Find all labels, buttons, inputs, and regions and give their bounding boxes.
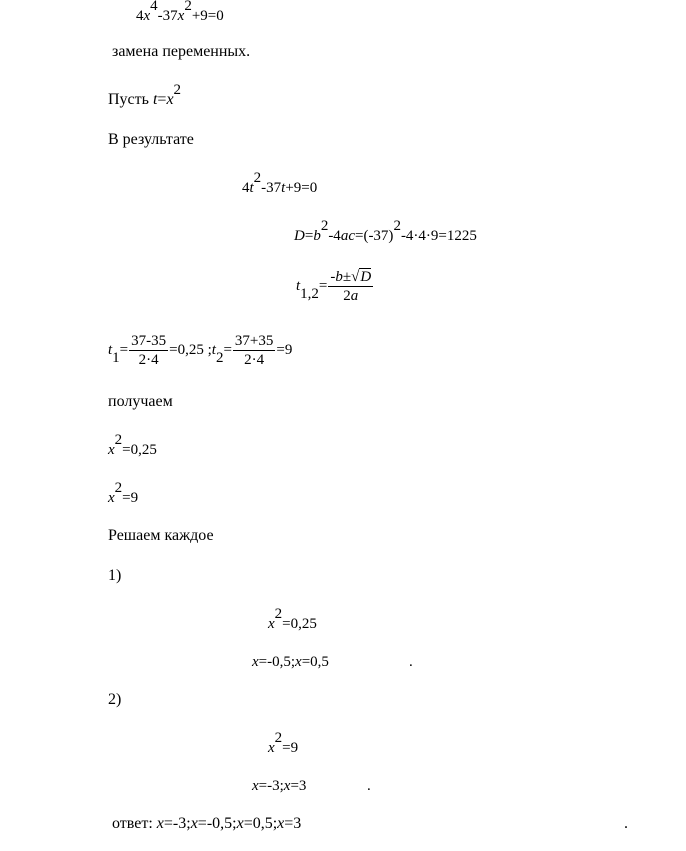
equals: =: [119, 342, 129, 358]
exponent: 2: [320, 218, 329, 234]
value: =-0,5;: [258, 654, 296, 670]
var-b: b: [313, 228, 321, 244]
numerator: [328, 268, 373, 287]
equation-tail: +9=0: [191, 8, 224, 24]
exponent: 2: [173, 82, 182, 98]
roots-formula: [296, 264, 374, 308]
exponent: 2: [184, 0, 192, 14]
fraction: [129, 332, 168, 369]
var-t: t: [108, 342, 113, 358]
numerator: 37-35: [131, 333, 167, 350]
var-x: x: [190, 815, 198, 832]
value: =-0,5;: [197, 815, 237, 832]
case1-period: .: [409, 654, 413, 670]
var-d: D: [294, 228, 305, 244]
roots-values: [108, 328, 292, 372]
fraction: [233, 332, 275, 369]
coef: 2: [343, 288, 351, 305]
equation-x2-025: [108, 432, 157, 462]
equation-tail: =9: [122, 490, 139, 506]
numerator: 37+35: [234, 333, 274, 350]
subscript: 1,2: [300, 286, 319, 302]
var-t: t: [249, 180, 254, 196]
case2-equation: [268, 730, 299, 760]
case-label-1: 1): [108, 567, 122, 584]
value: =0,5;: [243, 815, 278, 832]
let-word: Пусть: [108, 91, 153, 108]
value: =3: [284, 815, 302, 832]
answer-word: ответ:: [112, 815, 157, 832]
plus-minus: ±: [342, 269, 352, 286]
exponent: 2: [393, 218, 401, 234]
case1-solutions: [252, 652, 329, 674]
var-x: x: [283, 778, 291, 794]
equals: =: [223, 342, 232, 358]
answer-line: [112, 814, 301, 836]
var-x: x: [252, 654, 259, 670]
equation-tail: +9=0: [285, 180, 318, 196]
var-x: x: [143, 8, 151, 24]
answer-period: .: [624, 815, 628, 832]
denominator: 2·4: [244, 352, 265, 369]
equation-original: [136, 0, 224, 28]
coef: -4: [328, 228, 341, 244]
equation-tail: =0,25: [282, 616, 317, 632]
var-d: D: [360, 269, 372, 286]
coef: -37: [261, 180, 282, 196]
let-statement: [108, 82, 182, 112]
equation-x2-9: [108, 480, 139, 510]
var-x: x: [177, 8, 185, 24]
coef: 4: [136, 8, 144, 24]
value: =0,5: [301, 654, 329, 670]
exponent: 2: [114, 432, 123, 448]
result: =9: [276, 342, 293, 358]
var-x: x: [166, 91, 174, 108]
value: =-3;: [163, 815, 191, 832]
value: =-3;: [258, 778, 284, 794]
subscript: 1: [112, 350, 120, 366]
exponent: 2: [114, 480, 123, 496]
equation-substituted: [242, 170, 318, 200]
equals: =: [304, 228, 314, 244]
result: =0,25 ;: [169, 342, 212, 358]
sqrt-icon: √: [351, 269, 360, 286]
case1-equation: [268, 606, 317, 636]
var-x: x: [108, 490, 115, 506]
var-t: t: [152, 91, 158, 108]
var-t: t: [211, 342, 216, 358]
substitution-text: замена переменных.: [112, 43, 251, 60]
var-x: x: [108, 442, 115, 458]
coef: 4: [242, 180, 250, 196]
case2-solutions: [252, 776, 306, 798]
var-x: x: [156, 815, 164, 832]
var-x: x: [268, 740, 275, 756]
coef: -37: [157, 8, 178, 24]
var-t: t: [281, 180, 286, 196]
equals: =: [157, 91, 167, 108]
denominator: 2·4: [138, 352, 159, 369]
solve-each-text: Решаем каждое: [108, 527, 214, 544]
case2-period: .: [367, 778, 371, 794]
var-x: x: [295, 654, 302, 670]
var-x: x: [252, 778, 259, 794]
fraction: [328, 268, 373, 305]
var-b: b: [335, 269, 343, 286]
discriminant-equation: [294, 218, 477, 248]
denominator: [328, 287, 373, 305]
obtain-text: получаем: [108, 393, 173, 410]
exponent: 2: [253, 170, 262, 186]
var-t: t: [296, 278, 301, 294]
exponent: 2: [274, 730, 283, 746]
exponent: 2: [274, 606, 283, 622]
case-label-2: 2): [108, 691, 122, 708]
subscript: 2: [215, 350, 224, 366]
var-ac: ac: [340, 228, 355, 244]
equals: =: [318, 278, 328, 294]
equation-tail: =9: [282, 740, 299, 756]
minus: -: [330, 269, 336, 286]
equation-tail: =0,25: [122, 442, 157, 458]
value: =3: [290, 778, 307, 794]
var-a: a: [350, 288, 359, 305]
var-x: x: [277, 815, 285, 832]
var-x: x: [268, 616, 275, 632]
var-x: x: [236, 815, 244, 832]
result-text: В результате: [108, 131, 194, 148]
equation-tail: -4·4·9=1225: [400, 228, 477, 244]
exponent: 4: [150, 0, 158, 14]
value: =(-37): [354, 228, 394, 244]
